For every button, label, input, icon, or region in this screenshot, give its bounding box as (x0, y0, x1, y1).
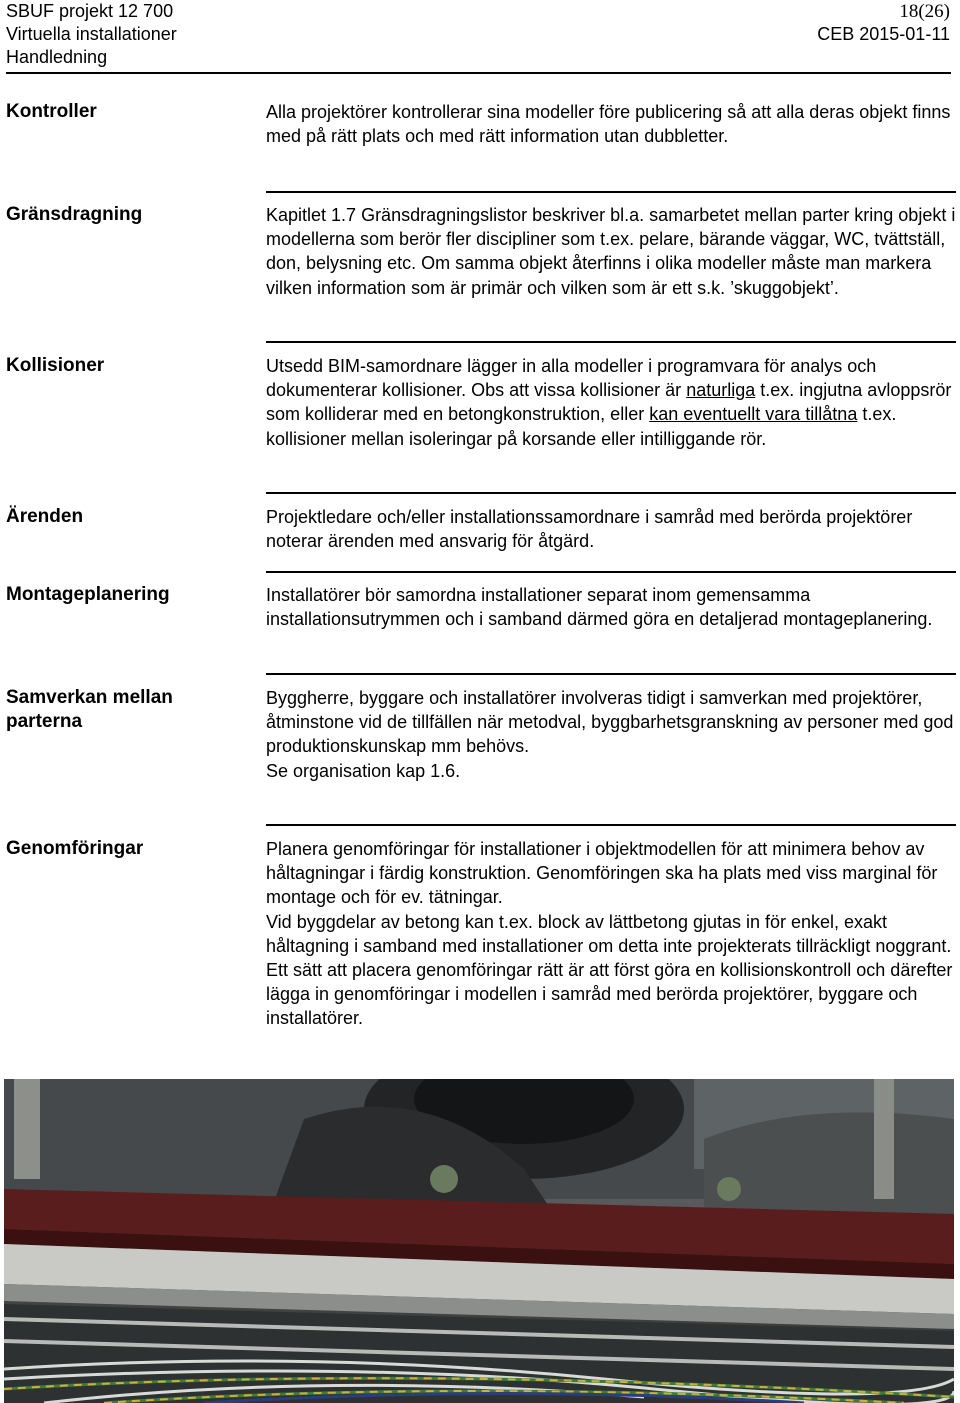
paragraph: Alla projektörer kontrollerar sina modeller före publicering så att alla deras objekt finns med på rätt plats och med rätt information utan dubbletter. (266, 102, 951, 147)
paragraph (266, 354, 956, 451)
text-run: t.ex. kollisioner mellan isoleringar på korsande eller intilliggande rör. (266, 404, 897, 449)
section-divider (266, 492, 956, 494)
paragraph: Ett sätt att placera genomföringar rätt är att först göra en kollisionskontroll och därefter lägga in genomföringar i modellen i samråd med berörda projektörer, byggare och installatörer. (266, 960, 953, 1029)
page-number: 18(26) (899, 1, 950, 22)
section-divider (266, 824, 956, 826)
underlined-text: naturliga (686, 380, 756, 401)
section-label: Kontroller (6, 101, 97, 122)
paragraph: Planera genomföringar för installationer i objektmodellen för att minimera behov av håltagningar i färdig konstruktion. Genomföringen ska ha plats med viss marginal för montage och för ev. tätningar. (266, 839, 938, 908)
section-divider (266, 571, 956, 573)
installation-photo (4, 1079, 954, 1403)
section-text (266, 837, 956, 1031)
section-label: Gränsdragning (6, 204, 143, 225)
paragraph: Installatörer bör samordna installationer separat inom gemensamma installationsutrymmen och i samband därmed göra en detaljerad montageplanering. (266, 585, 933, 630)
section-text (266, 203, 956, 300)
project-subtitle: Virtuella installationer (6, 24, 177, 44)
paragraph: Byggherre, byggare och installatörer involveras tidigt i samverkan med projektörer, åtminstone vid de tillfällen när metodval, byggbarhetsgranskning av personer med god produktionskunskap mm behövs. (266, 688, 954, 757)
section-divider (266, 341, 956, 343)
section-label: Genomföringar (6, 838, 144, 859)
header-divider (6, 72, 951, 74)
section-text (266, 354, 956, 451)
section-label: Kollisioner (6, 355, 105, 376)
paragraph: Projektledare och/eller installationssamordnare i samråd med berörda projektörer noterar ärenden med ansvarig för åtgärd. (266, 507, 913, 552)
section-text (266, 505, 956, 553)
paragraph: Kapitlet 1.7 Gränsdragningslistor beskriver bl.a. samarbetet mellan parter kring objekt i modellerna som berör fler discipliner som t.ex. pelare, bärande väggar, WC, tvättställ, don, belysning etc. Om samma objekt återfinns i olika modeller måste man markera vilken information som är primär och vilken som är ett s.k. ’skuggobjekt’. (266, 205, 956, 298)
text-run: Utsedd BIM-samordnare lägger in alla modeller i programvara för analys och dokumenterar kollisioner. Obs att vissa kollisioner är (266, 356, 877, 401)
section-divider (266, 673, 956, 675)
header-right (817, 0, 950, 46)
section-divider (266, 191, 956, 193)
header-left (6, 0, 177, 69)
text-run: t.ex. ingjutna avloppsrör som kolliderar med en betongkonstruktion, eller (266, 380, 952, 425)
paragraph: Se organisation kap 1.6. (266, 760, 461, 781)
section-text (266, 686, 956, 783)
underlined-text: kan eventuellt vara tillåtna (649, 404, 858, 425)
document-date: CEB 2015-01-11 (817, 24, 950, 44)
document-type: Handledning (6, 47, 108, 67)
section-label: Samverkan mellan parterna (6, 687, 173, 732)
photo-illustration (4, 1079, 954, 1403)
project-name: SBUF projekt 12 700 (6, 1, 174, 21)
section-label: Ärenden (6, 506, 84, 527)
section-text (266, 100, 956, 148)
section-label: Montageplanering (6, 584, 170, 605)
paragraph: Vid byggdelar av betong kan t.ex. block av lättbetong gjutas in för enkel, exakt håltagning i samband med installationer om detta inte projekterats tillräckligt noggrant. (266, 911, 952, 956)
section-text (266, 583, 956, 631)
